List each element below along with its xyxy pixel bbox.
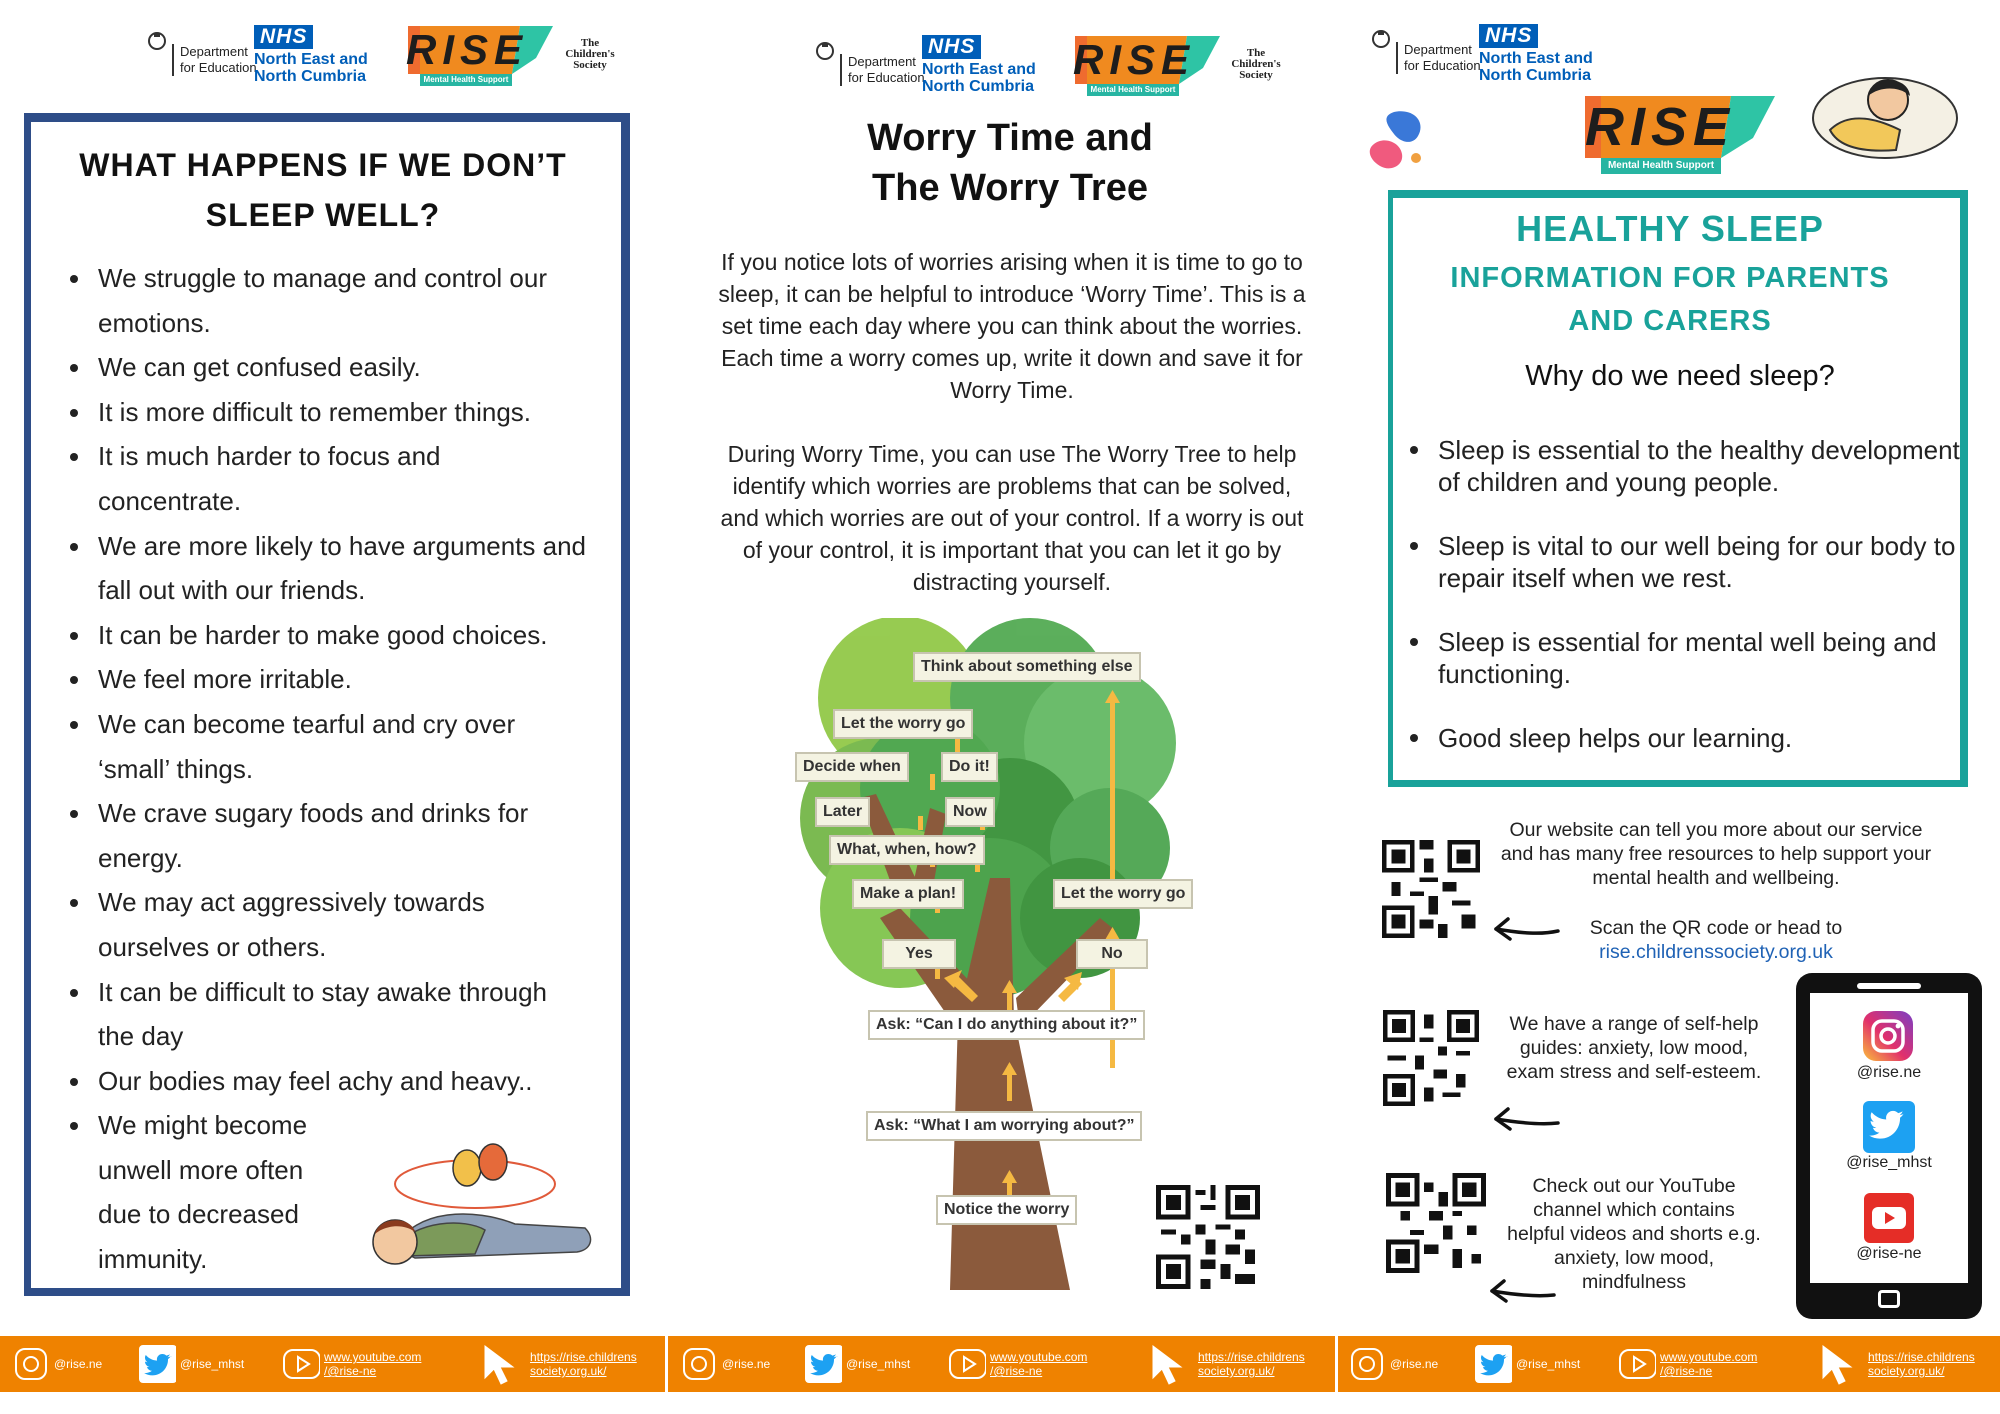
tree-label-plan: Make a plan! bbox=[852, 879, 964, 909]
footer-instagram[interactable] bbox=[1348, 1336, 1438, 1392]
worry-tree-title-line2: The Worry Tree bbox=[872, 167, 1148, 209]
footer-website[interactable] bbox=[480, 1336, 637, 1392]
footer-web-line2: society.org.uk/ bbox=[530, 1364, 607, 1378]
cursor-icon bbox=[480, 1345, 526, 1383]
dfe-logo bbox=[1370, 28, 1488, 74]
why-sleep-subheading: Why do we need sleep? bbox=[1525, 360, 1835, 392]
footer-youtube-line2: /@rise-ne bbox=[324, 1364, 377, 1378]
phone-twitter-handle[interactable]: @rise_mhst bbox=[1846, 1154, 1932, 1171]
dfe-logo bbox=[814, 40, 932, 86]
dfe-text: Department for Education bbox=[172, 44, 264, 76]
nhs-region: North East and North Cumbria bbox=[1479, 50, 1593, 84]
list-item: We may act aggressively towards ourselves or others. bbox=[70, 880, 590, 969]
website-info-text: Our website can tell you more about our service and has many free resources to help support your mental health and wellbeing. bbox=[1500, 819, 1932, 889]
footer-instagram-handle: @rise.ne bbox=[1390, 1357, 1439, 1371]
footer-web-line1: https://rise.childrens bbox=[530, 1350, 637, 1364]
twitter-icon bbox=[1474, 1345, 1512, 1383]
arrow-left-icon bbox=[1490, 915, 1560, 945]
cursor-icon bbox=[1818, 1345, 1864, 1383]
phone-youtube-handle[interactable]: @rise-ne bbox=[1856, 1245, 1922, 1262]
arrow-left-icon bbox=[1490, 1105, 1560, 1135]
dfe-logo bbox=[146, 30, 264, 76]
list-item: Our bodies may feel achy and heavy.. bbox=[70, 1059, 590, 1104]
footer-instagram[interactable] bbox=[12, 1336, 102, 1392]
list-item: It is more difficult to remember things. bbox=[70, 390, 590, 435]
tree-label-decide: Decide when bbox=[795, 752, 909, 782]
footer-instagram-handle: @rise.ne bbox=[54, 1357, 103, 1371]
tree-label-ask-worrying: Ask: “What I am worrying about?” bbox=[866, 1111, 1142, 1141]
self-help-qr-code-icon[interactable] bbox=[1383, 1010, 1479, 1106]
footer-web-line2: society.org.uk/ bbox=[1868, 1364, 1945, 1378]
worry-tree-paragraph: During Worry Time, you can use The Worry Tree to help identify which worries are problems that can be solved, and which worries are out of your control. If a worry is out of your control, it is important that you can let it go by distracting yourself. bbox=[720, 441, 1304, 595]
healthy-sleep-heading: HEALTHY SLEEP bbox=[1516, 208, 1824, 249]
twitter-icon[interactable] bbox=[1862, 1100, 1916, 1154]
crest-icon bbox=[814, 40, 836, 62]
nhs-region: North East and North Cumbria bbox=[922, 61, 1036, 95]
list-item: It can be harder to make good choices. bbox=[70, 613, 590, 658]
footer-youtube[interactable] bbox=[948, 1336, 1087, 1392]
youtube-channel-text: Check out our YouTube channel which contains helpful videos and shorts e.g. anxiety, low mood, mindfulness bbox=[1507, 1175, 1761, 1293]
list-item: Sleep is essential for mental well being and functioning. bbox=[1410, 626, 1960, 690]
list-item: Sleep is vital to our well being for our body to repair itself when we rest. bbox=[1410, 530, 1960, 594]
tree-label-let-go-top: Let the worry go bbox=[833, 709, 973, 739]
tree-label-what-when-how: What, when, how? bbox=[829, 835, 985, 865]
dfe-text: Department for Education bbox=[1396, 42, 1488, 74]
footer-youtube[interactable] bbox=[282, 1336, 421, 1392]
tired-child-icon bbox=[355, 1138, 605, 1273]
footer-web-line1: https://rise.childrens bbox=[1198, 1350, 1305, 1364]
qr-code-icon[interactable] bbox=[1156, 1185, 1260, 1289]
list-item: We crave sugary foods and drinks for energy. bbox=[70, 791, 590, 880]
list-item: Good sleep helps our learning. bbox=[1410, 722, 1960, 754]
instagram-icon bbox=[680, 1345, 718, 1383]
scan-qr-text: Scan the QR code or head to bbox=[1589, 917, 1843, 939]
worry-tree-title bbox=[740, 113, 1280, 213]
phone-instagram-handle[interactable]: @rise.ne bbox=[1856, 1064, 1922, 1081]
nhs-logo bbox=[254, 25, 384, 85]
rise-subtitle: Mental Health Support bbox=[1601, 158, 1721, 174]
footer-website[interactable] bbox=[1148, 1336, 1305, 1392]
sleep-effects-title: WHAT HAPPENS IF WE DON’T SLEEP WELL? bbox=[79, 147, 567, 233]
footer-twitter[interactable] bbox=[138, 1336, 244, 1392]
tree-label-yes: Yes bbox=[882, 939, 956, 969]
sleep-effects-list bbox=[70, 256, 590, 1282]
tree-label-later: Later bbox=[815, 797, 870, 827]
why-sleep-list bbox=[1410, 434, 1960, 786]
dfe-text: Department for Education bbox=[840, 54, 932, 86]
rise-wordmark: RISE bbox=[1072, 36, 1196, 83]
rise-logo bbox=[405, 26, 553, 88]
rise-wordmark: RISE bbox=[405, 26, 529, 73]
youtube-qr-code-icon[interactable] bbox=[1386, 1173, 1486, 1273]
nhs-logo bbox=[1479, 24, 1609, 84]
youtube-play-icon bbox=[282, 1345, 320, 1383]
self-help-guides-text: We have a range of self-help guides: anxiety, low mood, exam stress and self-esteem. bbox=[1506, 1013, 1762, 1083]
nhs-logo bbox=[922, 35, 1052, 95]
footer-youtube-line1: www.youtube.com bbox=[990, 1350, 1088, 1364]
nhs-badge: NHS bbox=[254, 25, 313, 49]
rise-wordmark: RISE bbox=[1584, 97, 1736, 157]
nhs-region: North East and North Cumbria bbox=[254, 51, 368, 85]
rise-logo bbox=[1585, 96, 1775, 176]
footer-youtube-line1: www.youtube.com bbox=[324, 1350, 422, 1364]
footer-web-line2: society.org.uk/ bbox=[1198, 1364, 1275, 1378]
tree-label-notice: Notice the worry bbox=[936, 1195, 1077, 1225]
footer-youtube[interactable] bbox=[1618, 1336, 1757, 1392]
nhs-badge: NHS bbox=[1479, 24, 1538, 48]
tree-label-do-it: Do it! bbox=[941, 752, 998, 782]
footer-twitter[interactable] bbox=[1474, 1336, 1580, 1392]
tree-label-let-go-right: Let the worry go bbox=[1053, 879, 1193, 909]
footer-twitter-handle: @rise_mhst bbox=[180, 1357, 245, 1371]
rise-subtitle: Mental Health Support bbox=[420, 74, 512, 86]
footer-twitter-handle: @rise_mhst bbox=[846, 1357, 911, 1371]
list-item: We can get confused easily. bbox=[70, 345, 590, 390]
list-item: We struggle to manage and control our emotions. bbox=[70, 256, 590, 345]
footer-instagram[interactable] bbox=[680, 1336, 770, 1392]
rise-subtitle: Mental Health Support bbox=[1087, 84, 1179, 96]
phone-home-button bbox=[1878, 1290, 1900, 1308]
list-item: We are more likely to have arguments and fall out with our friends. bbox=[70, 524, 590, 613]
footer-instagram-handle: @rise.ne bbox=[722, 1357, 771, 1371]
parents-carers-heading-line1: INFORMATION FOR PARENTS bbox=[1450, 262, 1890, 294]
parents-carers-heading bbox=[1390, 257, 1950, 343]
parents-carers-heading-line2: AND CARERS bbox=[1568, 305, 1772, 337]
crest-icon bbox=[146, 30, 168, 52]
footer-twitter[interactable] bbox=[804, 1336, 910, 1392]
list-item: We feel more irritable. bbox=[70, 657, 590, 702]
list-item: We might become unwell more often due to decreased immunity. bbox=[70, 1103, 590, 1281]
nhs-badge: NHS bbox=[922, 35, 981, 59]
youtube-play-icon bbox=[1618, 1345, 1656, 1383]
tree-label-ask-anything: Ask: “Can I do anything about it?” bbox=[868, 1010, 1145, 1040]
blob-decoration-icon bbox=[1364, 108, 1430, 174]
worry-time-paragraph: If you notice lots of worries arising when it is time to go to sleep, it can be helpful to introduce ‘Worry Time’. This is a set time each day where you can think about the worries. Each time a worry comes up, write it down and save it for Worry Time. bbox=[718, 249, 1306, 403]
cursor-icon bbox=[1148, 1345, 1194, 1383]
phone-speaker bbox=[1857, 983, 1921, 989]
sleeping-person-icon bbox=[1810, 60, 1960, 165]
youtube-icon[interactable] bbox=[1863, 1192, 1915, 1244]
website-qr-code-icon[interactable] bbox=[1382, 840, 1480, 938]
twitter-icon bbox=[138, 1345, 176, 1383]
crest-icon bbox=[1370, 28, 1392, 50]
instagram-icon[interactable] bbox=[1862, 1010, 1914, 1062]
twitter-icon bbox=[804, 1345, 842, 1383]
list-item: Sleep is essential to the healthy development of children and young people. bbox=[1410, 434, 1960, 498]
website-link[interactable]: rise.childrenssociety.org.uk bbox=[1599, 941, 1833, 963]
footer-website[interactable] bbox=[1818, 1336, 1975, 1392]
list-item: It is much harder to focus and concentrate. bbox=[70, 434, 590, 523]
footer-youtube-line2: /@rise-ne bbox=[1660, 1364, 1713, 1378]
childrens-society-logo: The Children's Society bbox=[1231, 47, 1281, 81]
footer-twitter-handle: @rise_mhst bbox=[1516, 1357, 1581, 1371]
instagram-icon bbox=[12, 1345, 50, 1383]
tree-label-no: No bbox=[1076, 939, 1148, 969]
tree-label-think: Think about something else bbox=[913, 652, 1141, 682]
instagram-icon bbox=[1348, 1345, 1386, 1383]
rise-logo bbox=[1072, 36, 1220, 98]
footer-youtube-line2: /@rise-ne bbox=[990, 1364, 1043, 1378]
list-item: It can be difficult to stay awake through the day bbox=[70, 970, 590, 1059]
footer-youtube-line1: www.youtube.com bbox=[1660, 1350, 1758, 1364]
list-item: We can become tearful and cry over ‘small’ things. bbox=[70, 702, 590, 791]
childrens-society-logo: The Children's Society bbox=[565, 37, 615, 71]
footer-web-line1: https://rise.childrens bbox=[1868, 1350, 1975, 1364]
tree-label-now: Now bbox=[945, 797, 995, 827]
youtube-play-icon bbox=[948, 1345, 986, 1383]
worry-tree-title-line1: Worry Time and bbox=[867, 117, 1153, 159]
